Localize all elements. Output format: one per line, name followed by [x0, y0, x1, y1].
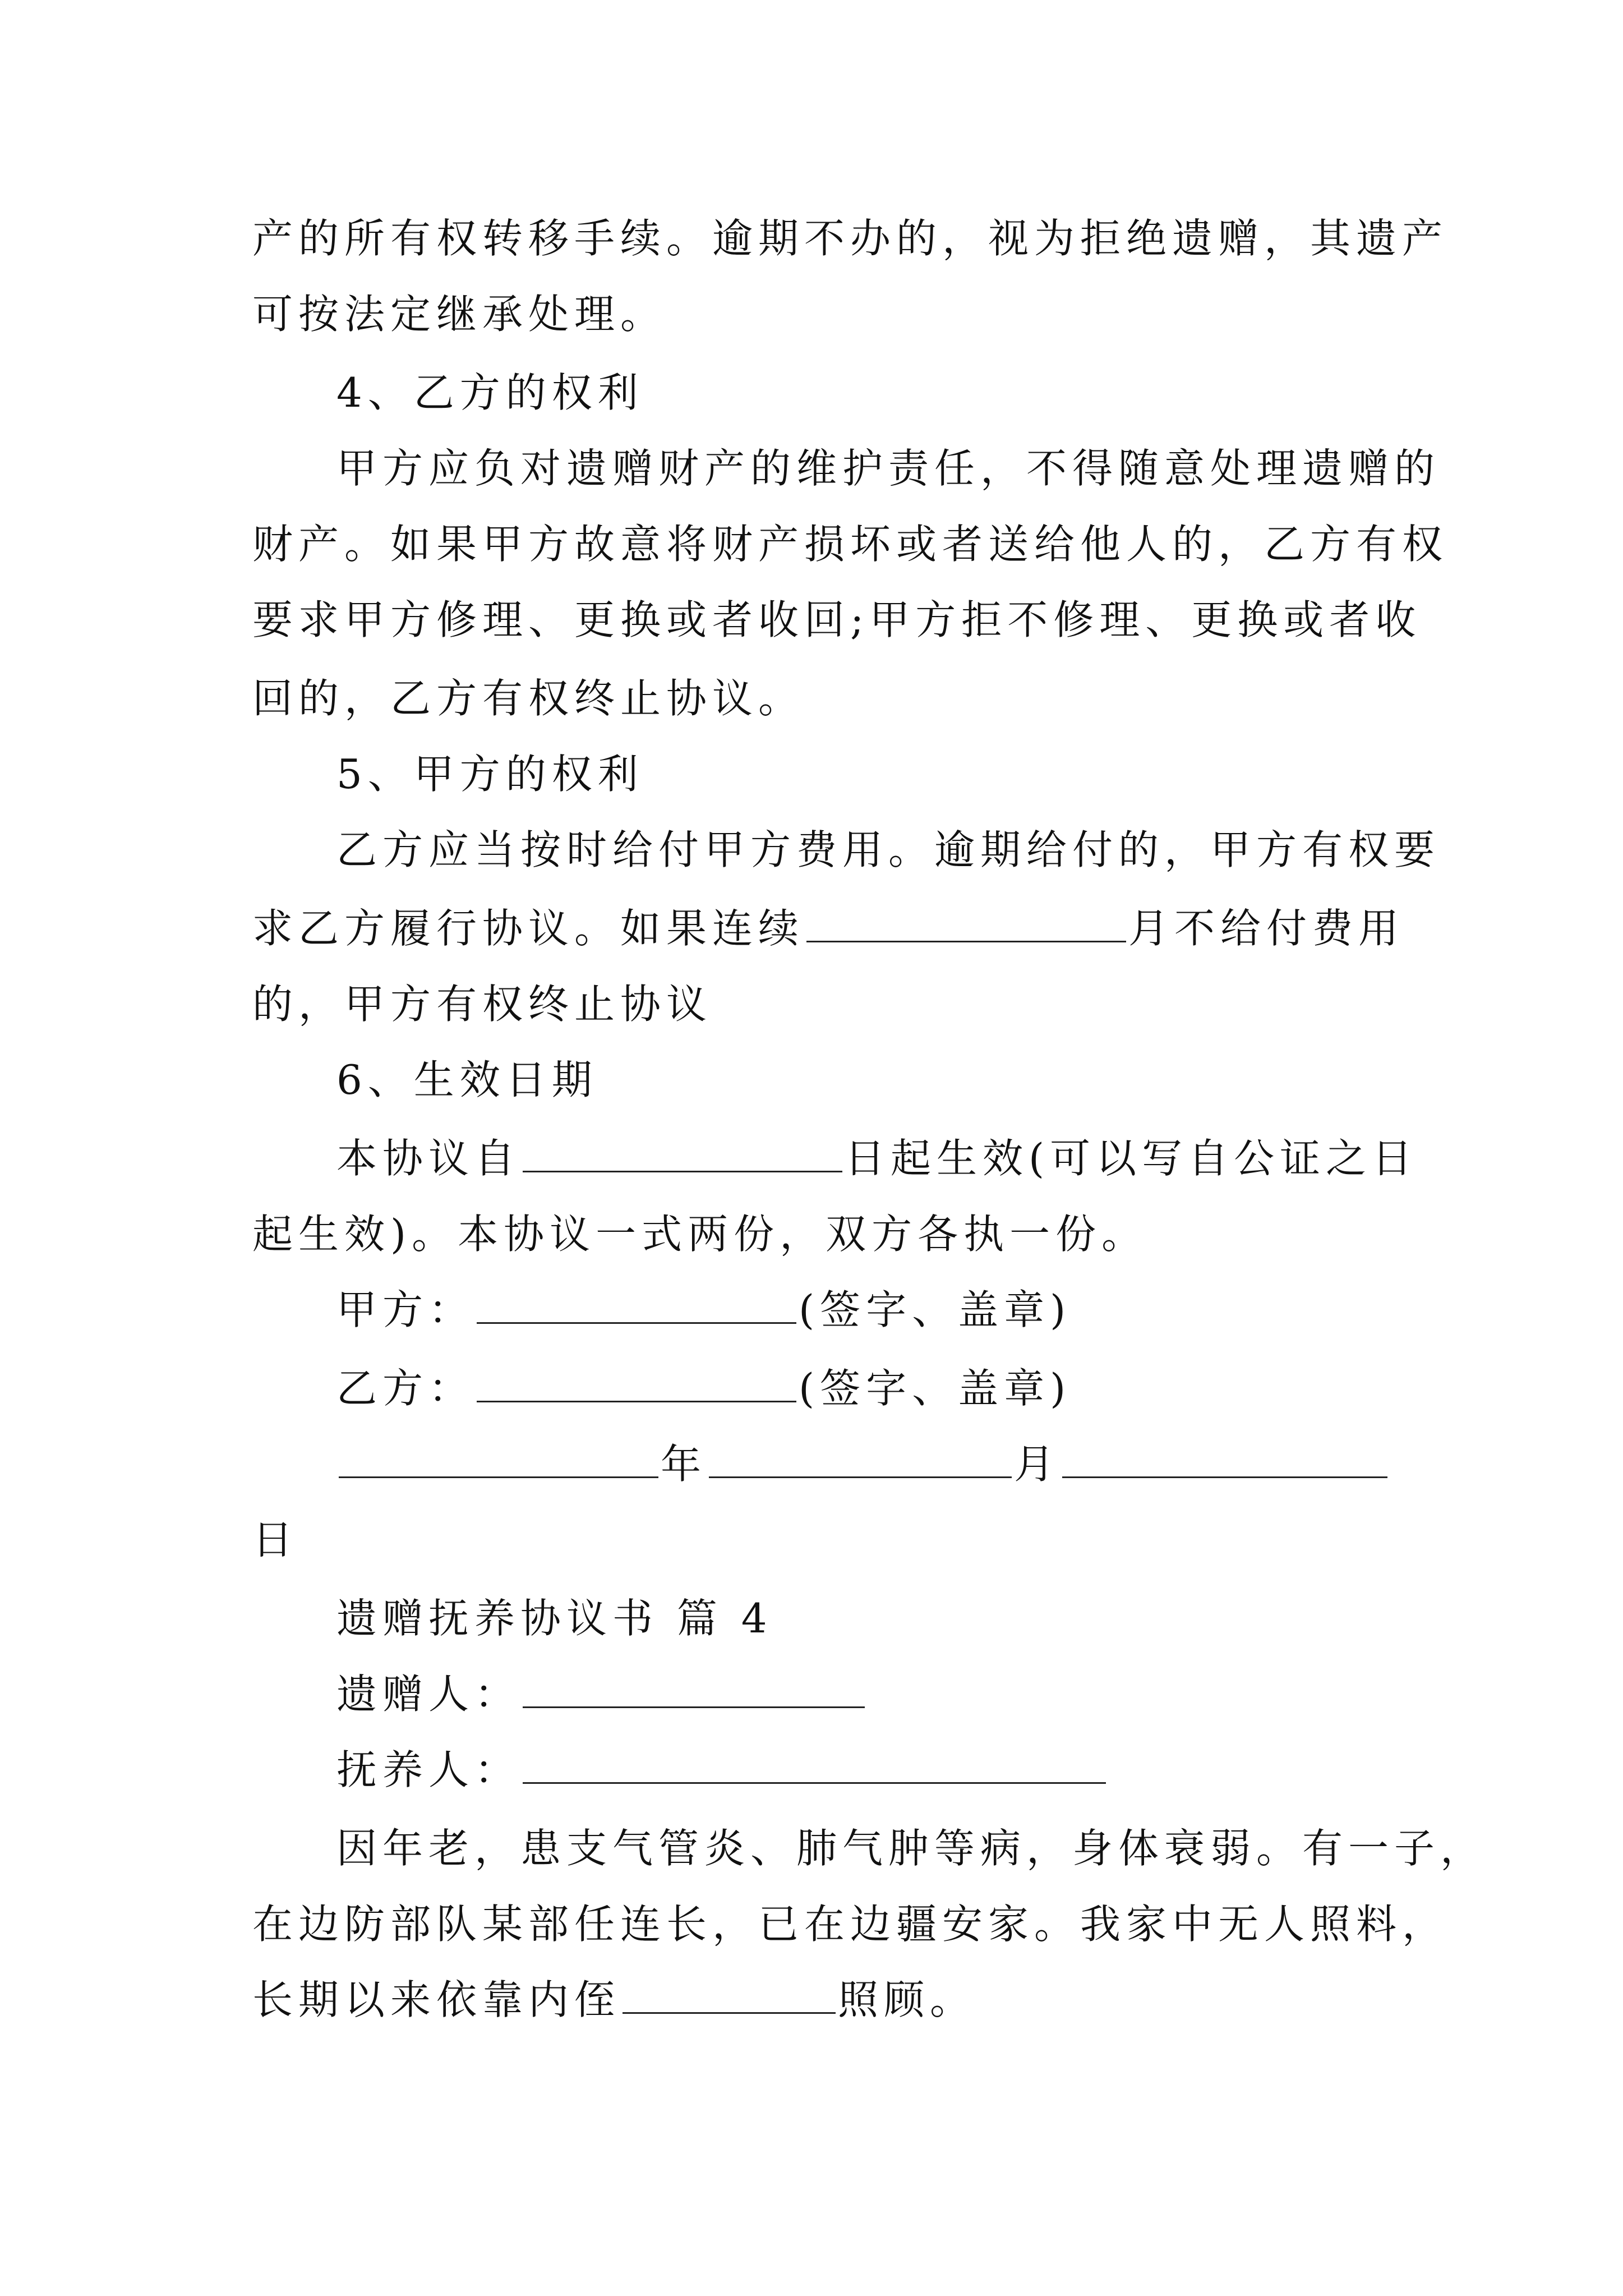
bequeather-field [336, 1663, 867, 1725]
fill-in-blank [477, 1287, 796, 1324]
paragraph-line: 回的，乙方有权终止协议。 [252, 675, 805, 722]
paragraph-line [336, 1128, 1418, 1189]
paragraph-line: 的，甲方有权终止协议 [252, 981, 713, 1028]
month-label: 月 [1014, 1441, 1061, 1488]
paragraph-line [252, 898, 1404, 959]
signature-line-party-a [336, 1279, 1071, 1341]
caregiver-field [336, 1739, 1108, 1801]
paragraph-line: 乙方应当按时给付甲方费用。逾期给付的，甲方有权要 [336, 826, 1441, 873]
day-label: 日 [252, 1516, 299, 1563]
text-segment: (签字、盖章) [799, 1286, 1072, 1333]
paragraph-line: 财产。如果甲方故意将财产损坏或者送给他人的，乙方有权 [252, 521, 1449, 568]
section-heading: 6、生效日期 [336, 1056, 598, 1103]
year-label: 年 [661, 1441, 707, 1488]
paragraph-line: 起生效)。本协议一式两份，双方各执一份。 [252, 1211, 1148, 1258]
text-segment: 甲方： [336, 1286, 475, 1333]
fill-in-blank [1062, 1442, 1387, 1478]
paragraph-line: 因年老，患支气管炎、肺气肿等病，身体衰弱。有一子， [336, 1825, 1487, 1872]
date-line [336, 1433, 1390, 1495]
field-label: 遗赠人： [336, 1671, 521, 1718]
text-segment: 本协议自 [336, 1135, 521, 1182]
signature-line-party-b [336, 1358, 1071, 1419]
field-label: 抚养人： [336, 1746, 521, 1793]
fill-in-blank [806, 906, 1126, 942]
fill-in-blank [477, 1366, 796, 1402]
text-segment: 照顾。 [838, 1976, 976, 2023]
fill-in-blank [339, 1442, 658, 1478]
section-heading: 5、甲方的权利 [336, 751, 644, 798]
text-segment: 月不给付费用 [1128, 905, 1405, 952]
paragraph-line: 要求甲方修理、更换或者收回;甲方拒不修理、更换或者收 [252, 596, 1422, 643]
fill-in-blank [623, 1977, 836, 2014]
text-segment: 日起生效(可以写自公证之日 [845, 1135, 1418, 1182]
paragraph-line: 甲方应负对遗赠财产的维护责任，不得随意处理遗赠的 [336, 445, 1441, 492]
text-segment: 乙方： [336, 1365, 475, 1412]
paragraph-line: 产的所有权转移手续。逾期不办的，视为拒绝遗赠，其遗产 [252, 215, 1449, 262]
fill-in-blank [523, 1672, 865, 1708]
document-section-title: 遗赠抚养协议书 篇 4 [336, 1595, 773, 1642]
section-heading: 4、乙方的权利 [336, 369, 644, 416]
paragraph-line: 可按法定继承处理。 [252, 291, 667, 338]
paragraph-line [252, 1969, 976, 2031]
text-segment: 求乙方履行协议。如果连续 [252, 905, 805, 952]
fill-in-blank [709, 1442, 1012, 1478]
fill-in-blank [523, 1747, 1106, 1784]
text-segment: 长期以来依靠内侄 [252, 1976, 621, 2023]
fill-in-blank [523, 1136, 842, 1172]
paragraph-line: 在边防部队某部任连长，已在边疆安家。我家中无人照料， [252, 1901, 1449, 1948]
text-segment: (签字、盖章) [799, 1365, 1072, 1412]
